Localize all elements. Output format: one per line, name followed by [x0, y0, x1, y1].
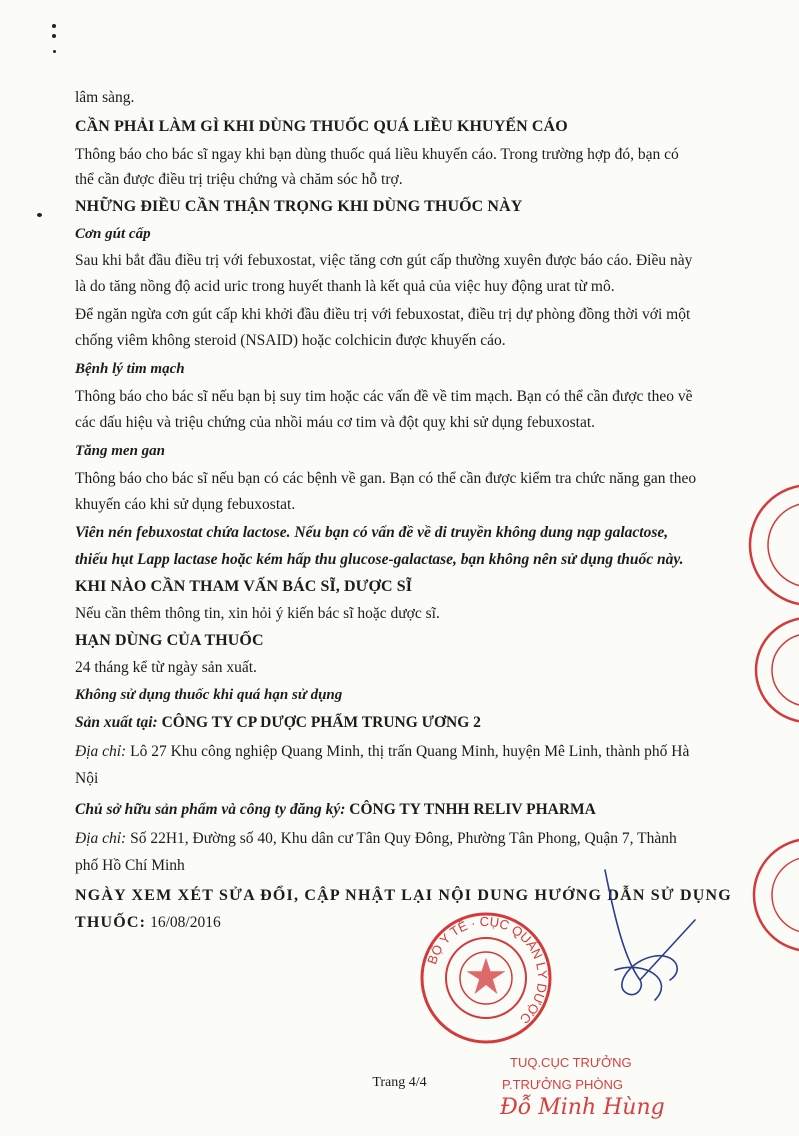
- manufacturer-label: Sản xuất tại:: [75, 714, 158, 731]
- official-stamp: [416, 908, 556, 1048]
- text-line: thể cần được điều trị triệu chứng và chăm sóc hỗ trợ.: [75, 171, 403, 188]
- text-line: phố Hồ Chí Minh: [75, 857, 185, 874]
- owner-name: CÔNG TY TNHH RELIV PHARMA: [349, 801, 596, 818]
- signature-scribble: [585, 860, 715, 1020]
- signer-title-2: P.TRƯỞNG PHÒNG: [502, 1077, 623, 1092]
- text-line: Thông báo cho bác sĩ nếu bạn có các bệnh về gan. Bạn có thể cần được kiểm tra chức năng gan theo: [75, 470, 697, 487]
- address-line: [75, 742, 689, 762]
- expiry-note: Không sử dụng thuốc khi quá hạn sử dụng: [75, 687, 343, 703]
- owner-label: Chủ sở hữu sản phẩm và công ty đăng ký:: [75, 801, 346, 818]
- subheading-gout: Cơn gút cấp: [75, 226, 151, 242]
- signer-title-1: TUQ.CỤC TRƯỞNG: [510, 1055, 632, 1070]
- page-number: Trang 4/4: [372, 1075, 427, 1090]
- heading-overdose: CẦN PHẢI LÀM GÌ KHI DÙNG THUỐC QUÁ LIỀU KHUYẾN CÁO: [75, 118, 568, 135]
- revision-date-line: [75, 913, 221, 933]
- signer-name: Đỗ Minh Hùng: [500, 1095, 665, 1120]
- text-line: Nội: [75, 770, 99, 787]
- text-line: Nếu cần thêm thông tin, xin hỏi ý kiến bác sĩ hoặc dược sĩ.: [75, 605, 440, 622]
- address-text: Lô 27 Khu công nghiệp Quang Minh, thị trấn Quang Minh, huyện Mê Linh, thành phố Hà: [130, 743, 690, 760]
- address-line: [75, 829, 677, 849]
- heading-consult: KHI NÀO CẦN THAM VẤN BÁC SĨ, DƯỢC SĨ: [75, 578, 413, 595]
- text-line: lâm sàng.: [75, 89, 135, 106]
- stamp-ring-text: BỘ Y TẾ · CỤC QUẢN LÝ DƯỢC: [424, 913, 551, 1027]
- address-text: Số 22H1, Đường số 40, Khu dân cư Tân Quy Đông, Phường Tân Phong, Quận 7, Thành: [130, 830, 677, 847]
- text-line: khuyến cáo khi sử dụng febuxostat.: [75, 496, 296, 513]
- subheading-liver: Tăng men gan: [75, 443, 166, 459]
- margin-dot: [52, 34, 56, 38]
- lactose-warning: Viên nén febuxostat chứa lactose. Nếu bạn có vấn đề về di truyền không dung nạp galactose,: [75, 524, 669, 541]
- revision-label: THUỐC:: [75, 914, 147, 931]
- text-line: Sau khi bắt đầu điều trị với febuxostat, việc tăng cơn gút cấp thường xuyên được báo cáo. Điều này: [75, 252, 693, 269]
- manufacturer-line: [75, 713, 481, 733]
- margin-dot: [53, 50, 56, 53]
- text-line: Thông báo cho bác sĩ ngay khi bạn dùng thuốc quá liều khuyến cáo. Trong trường hợp đó, bạn có: [75, 146, 679, 163]
- text-line: là do tăng nồng độ acid uric trong huyết thanh là kết quả của việc huy động urat từ mô.: [75, 278, 615, 295]
- heading-expiry: HẠN DÙNG CỦA THUỐC: [75, 632, 264, 649]
- owner-line: [75, 800, 596, 820]
- text-line: Để ngăn ngừa cơn gút cấp khi khởi đầu điều trị với febuxostat, điều trị dự phòng đồng thời với một: [75, 306, 691, 323]
- heading-precautions: NHỮNG ĐIỀU CẦN THẬN TRỌNG KHI DÙNG THUỐC NÀY: [75, 198, 523, 215]
- edge-stamp-middle: [736, 610, 799, 730]
- address-label: Địa chỉ:: [75, 830, 127, 847]
- edge-stamp-bottom: [728, 835, 799, 955]
- text-line: chống viêm không steroid (NSAID) hoặc colchicin được khuyến cáo.: [75, 332, 506, 349]
- revision-heading: NGÀY XEM XÉT SỬA ĐỔI, CẬP NHẬT LẠI NỘI DUNG HƯỚNG DẪN SỬ DỤNG: [75, 887, 732, 904]
- text-line: Thông báo cho bác sĩ nếu bạn bị suy tim hoặc các vấn đề về tim mạch. Bạn có thể cần được theo về: [75, 388, 693, 405]
- subheading-heart: Bệnh lý tim mạch: [75, 361, 185, 377]
- lactose-warning: thiếu hụt Lapp lactase hoặc kém hấp thu glucose-galactase, bạn không nên sử dụng thuốc này.: [75, 551, 684, 568]
- text-line: 24 tháng kể từ ngày sản xuất.: [75, 659, 257, 676]
- address-label: Địa chỉ:: [75, 743, 127, 760]
- margin-dot: [37, 213, 42, 217]
- text-line: các dấu hiệu và triệu chứng của nhồi máu cơ tim và đột quỵ khi sử dụng febuxostat.: [75, 414, 596, 431]
- revision-date: 16/08/2016: [150, 914, 221, 931]
- stamp-emblem: [460, 952, 512, 1004]
- manufacturer-name: CÔNG TY CP DƯỢC PHẨM TRUNG ƯƠNG 2: [161, 714, 481, 731]
- edge-stamp-top: [740, 470, 799, 620]
- margin-dot: [52, 24, 56, 28]
